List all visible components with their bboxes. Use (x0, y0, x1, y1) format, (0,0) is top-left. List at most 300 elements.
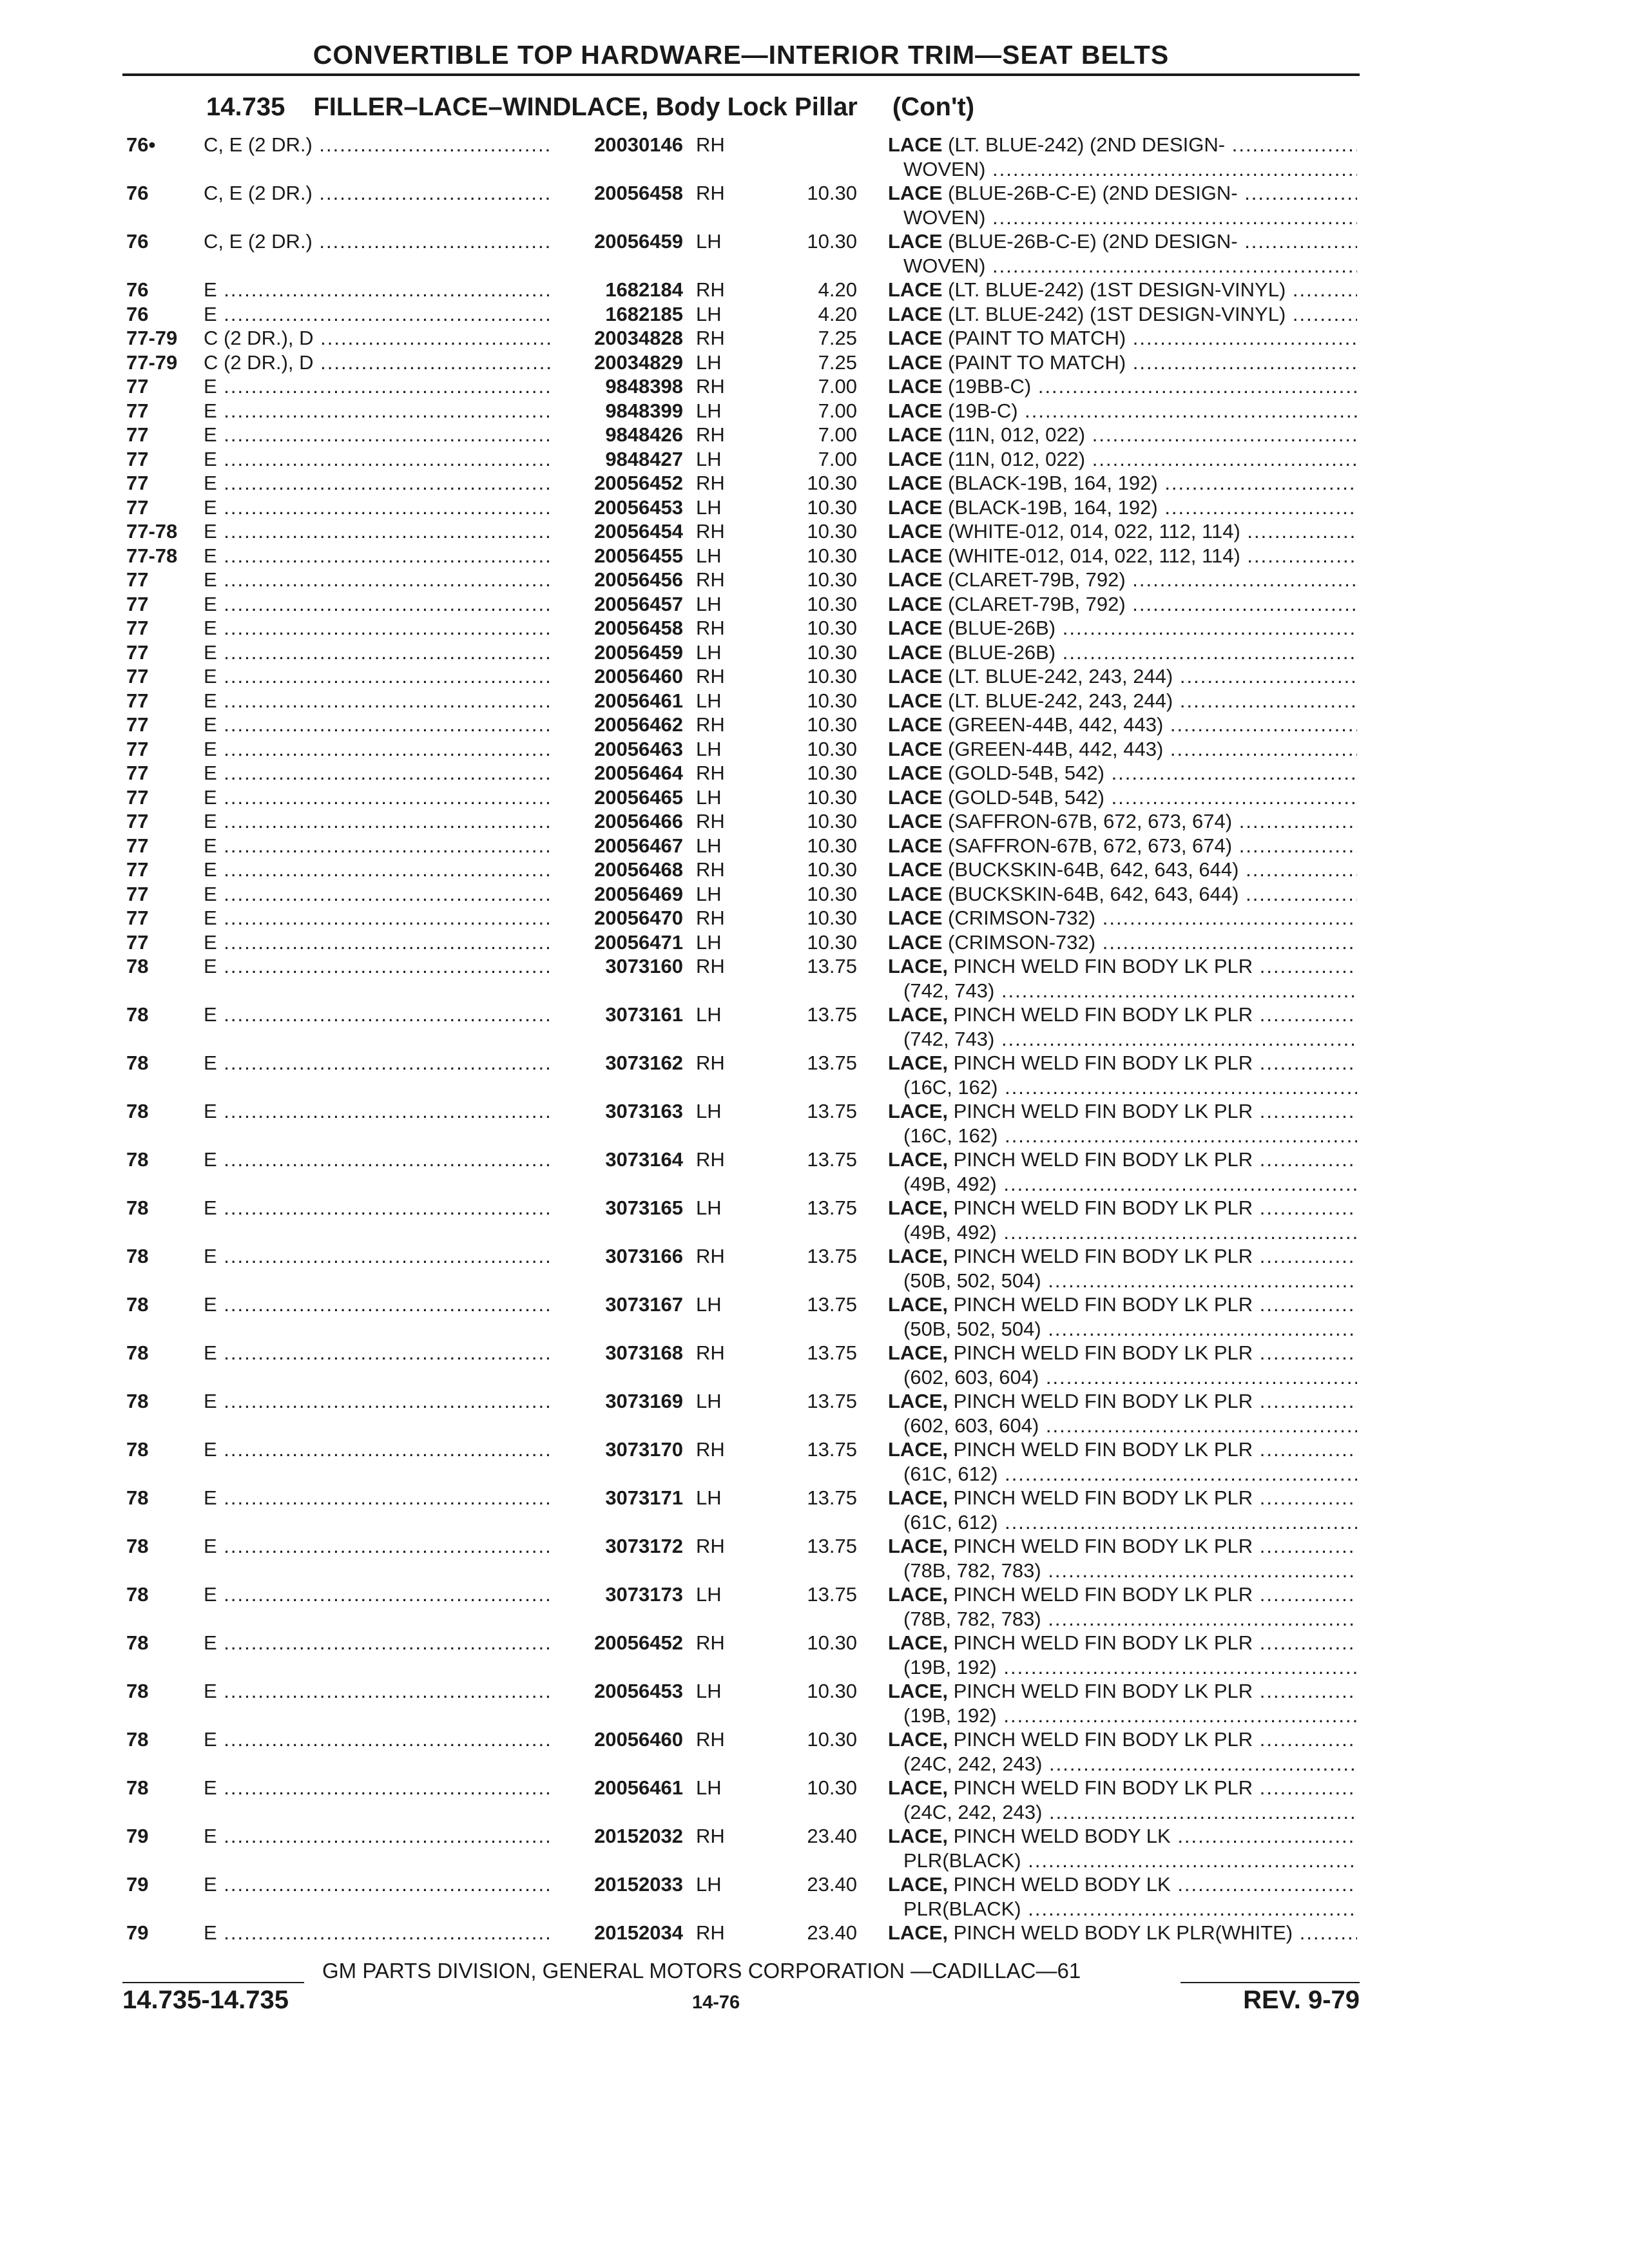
description-text: (BLACK-19B, 164, 192) (948, 495, 1158, 519)
side-code: RH (696, 1148, 725, 1171)
ref-number: 77 (126, 472, 149, 494)
list-price: 13.75 (807, 1196, 857, 1219)
description-continued: (24C, 242, 243) ..... (903, 1752, 1357, 1776)
list-price: 10.30 (807, 592, 857, 615)
ref-number: 78 (126, 1680, 149, 1702)
usage-codes: E ..... (204, 906, 552, 930)
part-number: 3073161 (605, 1003, 683, 1026)
usage-codes: E ..... (204, 1534, 552, 1559)
description-continued: (16C, 162) ..... (903, 1075, 1357, 1100)
description-continued: (19B, 192) ..... (903, 1704, 1357, 1728)
description (888, 592, 1357, 617)
side-code: RH (696, 1921, 725, 1944)
list-price: 10.30 (807, 858, 857, 881)
list-price: 13.75 (807, 1052, 857, 1074)
description (888, 471, 1357, 495)
item-keyword: LACE, (888, 1535, 948, 1557)
parts-list (0, 133, 1629, 1945)
list-price: 10.30 (807, 665, 857, 687)
part-number: 9848426 (605, 423, 683, 446)
table-row (0, 1679, 1629, 1727)
description (888, 1389, 1357, 1414)
item-keyword: LACE (888, 351, 943, 374)
ref-number: 77 (126, 737, 149, 760)
item-keyword: LACE (888, 640, 943, 664)
item-keyword: LACE (888, 495, 943, 519)
ref-number: 77 (126, 447, 149, 470)
footer-section-range: 14.735-14.735 (122, 1986, 289, 2014)
ref-number: 77 (126, 785, 149, 809)
table-row (0, 423, 1629, 447)
table-row (0, 302, 1629, 327)
usage-codes: E ..... (204, 592, 552, 617)
side-code: RH (696, 1535, 725, 1557)
description-text: PINCH WELD FIN BODY LK PLR (953, 1003, 1253, 1026)
usage-codes: E ..... (204, 1293, 552, 1317)
table-row (0, 1196, 1629, 1244)
usage-codes: E ..... (204, 689, 552, 713)
item-keyword: LACE, (888, 1583, 948, 1606)
ref-number: 78 (126, 1583, 149, 1606)
item-keyword: LACE (888, 665, 943, 687)
usage-codes: E ..... (204, 1099, 552, 1124)
description-text: (CLARET-79B, 792) (948, 568, 1126, 591)
table-row (0, 1148, 1629, 1196)
description-text: PINCH WELD FIN BODY LK PLR (953, 1390, 1253, 1412)
side-code: RH (696, 1728, 725, 1751)
description-continued: (78B, 782, 783) ..... (903, 1607, 1357, 1631)
list-price: 23.40 (807, 1921, 857, 1944)
ref-number: 77 (126, 882, 149, 905)
part-number: 20152032 (594, 1825, 683, 1847)
item-keyword: LACE, (888, 1196, 948, 1219)
description (888, 1293, 1357, 1317)
list-price: 10.30 (807, 568, 857, 591)
usage-codes: E ..... (204, 1196, 552, 1220)
part-number: 20056458 (594, 182, 683, 204)
usage-codes: E ..... (204, 1824, 552, 1849)
side-code: RH (696, 568, 725, 591)
table-row (0, 399, 1629, 423)
usage-codes: E ..... (204, 471, 552, 495)
part-number: 3073167 (605, 1293, 683, 1316)
description-text: (LT. BLUE-242) (1ST DESIGN-VINYL) (948, 302, 1286, 325)
table-row (0, 544, 1629, 568)
description-continued: (50B, 502, 504) ..... (903, 1317, 1357, 1341)
item-keyword: LACE, (888, 1341, 948, 1364)
part-number: 1682185 (605, 302, 683, 325)
ref-number: 78 (126, 955, 149, 977)
item-keyword: LACE (888, 785, 943, 809)
side-code: RH (696, 810, 725, 832)
ref-number: 77-79 (126, 327, 178, 349)
item-keyword: LACE, (888, 1293, 948, 1316)
table-row (0, 785, 1629, 810)
side-code: LH (696, 689, 722, 712)
item-keyword: LACE (888, 520, 943, 543)
ref-number: 77 (126, 568, 149, 591)
table-row (0, 495, 1629, 520)
side-code: LH (696, 1390, 722, 1412)
list-price: 10.30 (807, 1776, 857, 1799)
description (888, 519, 1357, 544)
item-keyword: LACE, (888, 1100, 948, 1122)
side-code: RH (696, 713, 725, 736)
side-code: LH (696, 1196, 722, 1219)
description-text: (CLARET-79B, 792) (948, 592, 1126, 615)
description (888, 809, 1357, 834)
usage-codes: E ..... (204, 882, 552, 907)
table-row (0, 1631, 1629, 1679)
description-continued: PLR(BLACK) ..... (903, 1897, 1357, 1921)
part-number: 3073170 (605, 1438, 683, 1461)
part-number: 20152034 (594, 1921, 683, 1944)
ref-number: 77 (126, 592, 149, 615)
part-number: 3073171 (605, 1486, 683, 1509)
ref-number: 77 (126, 495, 149, 519)
list-price: 7.00 (818, 399, 857, 422)
ref-number: 77-78 (126, 520, 178, 543)
usage-codes: E ..... (204, 785, 552, 810)
usage-codes: E ..... (204, 1341, 552, 1365)
description-text: (BUCKSKIN-64B, 642, 643, 644) (948, 858, 1239, 881)
side-code: RH (696, 327, 725, 349)
part-number: 3073173 (605, 1583, 683, 1606)
description-continued: (24C, 242, 243) ..... (903, 1800, 1357, 1825)
usage-codes: E ..... (204, 713, 552, 737)
list-price: 13.75 (807, 1535, 857, 1557)
ref-number: 76• (126, 133, 156, 156)
description-text: (LT. BLUE-242, 243, 244) (948, 665, 1173, 687)
part-number: 20056458 (594, 617, 683, 639)
table-row (0, 1727, 1629, 1776)
description (888, 906, 1357, 930)
item-keyword: LACE (888, 737, 943, 760)
table-row (0, 616, 1629, 640)
part-number: 20056460 (594, 665, 683, 687)
list-price: 23.40 (807, 1873, 857, 1896)
part-number: 20034829 (594, 351, 683, 374)
list-price: 7.00 (818, 423, 857, 446)
item-keyword: LACE (888, 182, 943, 204)
table-row (0, 1244, 1629, 1293)
part-number: 20056462 (594, 713, 683, 736)
ref-number: 78 (126, 1728, 149, 1751)
description-text: (BLUE-26B-C-E) (2ND DESIGN- (948, 182, 1238, 204)
description-continued: (742, 743) ..... (903, 1027, 1357, 1052)
table-row (0, 1921, 1629, 1945)
description (888, 664, 1357, 689)
usage-codes: E ..... (204, 1003, 552, 1027)
table-row (0, 834, 1629, 858)
ref-number: 78 (126, 1148, 149, 1171)
item-keyword: LACE (888, 133, 943, 156)
table-row (0, 1099, 1629, 1148)
side-code: LH (696, 230, 722, 253)
table-row (0, 374, 1629, 399)
usage-codes: C, E (2 DR.) ..... (204, 181, 552, 206)
side-code: LH (696, 302, 722, 325)
side-code: RH (696, 278, 725, 301)
side-code: LH (696, 882, 722, 905)
table-row (0, 1534, 1629, 1582)
usage-codes: E ..... (204, 278, 552, 302)
table-row (0, 133, 1629, 181)
description-text: (PAINT TO MATCH) (948, 351, 1126, 374)
item-keyword: LACE (888, 327, 943, 349)
description (888, 1341, 1357, 1365)
description (888, 1776, 1357, 1800)
description-text: (GOLD-54B, 542) (948, 762, 1104, 784)
table-row (0, 809, 1629, 834)
usage-codes: E ..... (204, 1631, 552, 1655)
description (888, 954, 1357, 979)
description (888, 1872, 1357, 1897)
side-code: LH (696, 785, 722, 809)
item-keyword: LACE (888, 544, 943, 567)
list-price: 7.00 (818, 375, 857, 398)
usage-codes: E ..... (204, 1244, 552, 1269)
side-code: LH (696, 1776, 722, 1799)
description (888, 1679, 1357, 1704)
part-number: 20056459 (594, 230, 683, 253)
table-row (0, 447, 1629, 472)
list-price: 13.75 (807, 1486, 857, 1509)
description-text: (CRIMSON-732) (948, 930, 1096, 954)
item-keyword: LACE, (888, 1873, 948, 1896)
part-number: 20056453 (594, 495, 683, 519)
list-price: 13.75 (807, 1438, 857, 1461)
list-price: 13.75 (807, 1148, 857, 1171)
usage-codes: E ..... (204, 664, 552, 689)
description-text: PINCH WELD FIN BODY LK PLR (953, 1728, 1253, 1751)
description-continued: PLR(BLACK) ..... (903, 1849, 1357, 1873)
description (888, 882, 1357, 907)
list-price: 13.75 (807, 955, 857, 977)
table-row (0, 858, 1629, 882)
item-keyword: LACE (888, 762, 943, 784)
item-keyword: LACE (888, 278, 943, 301)
ref-number: 76 (126, 230, 149, 253)
description-continued: (602, 603, 604) ..... (903, 1365, 1357, 1390)
description (888, 713, 1357, 737)
usage-codes: E ..... (204, 447, 552, 472)
list-price: 13.75 (807, 1245, 857, 1267)
description (888, 1727, 1357, 1752)
description (888, 761, 1357, 785)
usage-codes: E ..... (204, 1582, 552, 1607)
part-number: 9848398 (605, 375, 683, 398)
item-keyword: LACE, (888, 1438, 948, 1461)
table-row (0, 930, 1629, 955)
item-keyword: LACE (888, 447, 943, 470)
item-keyword: LACE, (888, 955, 948, 977)
description (888, 1051, 1357, 1075)
item-keyword: LACE (888, 930, 943, 954)
usage-codes: E ..... (204, 1051, 552, 1075)
ref-number: 78 (126, 1776, 149, 1799)
description (888, 1534, 1357, 1559)
table-row (0, 1776, 1629, 1824)
list-price: 10.30 (807, 1631, 857, 1654)
table-row (0, 954, 1629, 1003)
description-text: PINCH WELD FIN BODY LK PLR (953, 1631, 1253, 1654)
description-text: PINCH WELD FIN BODY LK PLR (953, 1100, 1253, 1122)
table-row (0, 737, 1629, 762)
part-number: 20056461 (594, 689, 683, 712)
table-row (0, 1486, 1629, 1534)
part-number: 20030146 (594, 133, 683, 156)
ref-number: 78 (126, 1486, 149, 1509)
usage-codes: E ..... (204, 544, 552, 568)
description-continued: (50B, 502, 504) ..... (903, 1269, 1357, 1293)
side-code: LH (696, 1583, 722, 1606)
item-keyword: LACE (888, 617, 943, 639)
description-continued: (61C, 612) ..... (903, 1510, 1357, 1535)
side-code: LH (696, 1100, 722, 1122)
footer-revision: REV. 9-79 (1243, 1986, 1360, 2014)
part-number: 20056460 (594, 1728, 683, 1751)
description-text: PINCH WELD FIN BODY LK PLR (953, 1245, 1253, 1267)
usage-codes: E ..... (204, 930, 552, 955)
description-text: PINCH WELD FIN BODY LK PLR (953, 1341, 1253, 1364)
part-number: 20056466 (594, 810, 683, 832)
part-number: 3073172 (605, 1535, 683, 1557)
side-code: LH (696, 592, 722, 615)
table-row (0, 351, 1629, 375)
description (888, 930, 1357, 955)
description-continued: (19B, 192) ..... (903, 1655, 1357, 1680)
side-code: RH (696, 133, 725, 156)
list-price: 10.30 (807, 472, 857, 494)
ref-number: 78 (126, 1100, 149, 1122)
list-price: 13.75 (807, 1100, 857, 1122)
list-price: 10.30 (807, 230, 857, 253)
usage-codes: E ..... (204, 374, 552, 399)
usage-codes: C, E (2 DR.) ..... (204, 133, 552, 157)
description (888, 1244, 1357, 1269)
item-keyword: LACE (888, 399, 943, 422)
part-number: 20056469 (594, 882, 683, 905)
table-row (0, 1341, 1629, 1389)
ref-number: 78 (126, 1535, 149, 1557)
part-number: 20056452 (594, 472, 683, 494)
table-row (0, 568, 1629, 592)
description-text: PINCH WELD FIN BODY LK PLR (953, 955, 1253, 977)
description-continued: (602, 603, 604) ..... (903, 1414, 1357, 1438)
side-code: LH (696, 1680, 722, 1702)
ref-number: 78 (126, 1341, 149, 1364)
list-price: 10.30 (807, 1680, 857, 1702)
part-number: 20152033 (594, 1873, 683, 1896)
description-text: (WHITE-012, 014, 022, 112, 114) (948, 520, 1240, 543)
usage-codes: E ..... (204, 519, 552, 544)
table-row (0, 1872, 1629, 1921)
table-row (0, 181, 1629, 229)
list-price: 7.25 (818, 327, 857, 349)
description (888, 181, 1357, 206)
part-number: 20056455 (594, 544, 683, 567)
side-code: RH (696, 1631, 725, 1654)
description-text: PINCH WELD FIN BODY LK PLR (953, 1148, 1253, 1171)
table-row (0, 1051, 1629, 1099)
side-code: LH (696, 834, 722, 857)
list-price: 10.30 (807, 640, 857, 664)
item-keyword: LACE (888, 810, 943, 832)
list-price: 13.75 (807, 1390, 857, 1412)
usage-codes: E ..... (204, 1389, 552, 1414)
description-text: (GOLD-54B, 542) (948, 785, 1104, 809)
item-keyword: LACE (888, 907, 943, 929)
description-continued: WOVEN) ..... (903, 157, 1357, 182)
description (888, 1003, 1357, 1027)
description (888, 423, 1357, 447)
side-code: LH (696, 1293, 722, 1316)
part-number: 20056470 (594, 907, 683, 929)
usage-codes: E ..... (204, 1921, 552, 1945)
page-title: CONVERTIBLE TOP HARDWARE—INTERIOR TRIM—SEAT BELTS (313, 40, 1170, 70)
side-code: RH (696, 1052, 725, 1074)
part-number: 20056459 (594, 640, 683, 664)
description-continued: WOVEN) ..... (903, 254, 1357, 278)
part-number: 3073163 (605, 1100, 683, 1122)
list-price: 10.30 (807, 713, 857, 736)
ref-number: 77 (126, 713, 149, 736)
table-row (0, 1293, 1629, 1341)
description-text: (BLUE-26B) (948, 640, 1056, 664)
item-keyword: LACE (888, 302, 943, 325)
usage-codes: E ..... (204, 737, 552, 762)
ref-number: 77 (126, 617, 149, 639)
side-code: RH (696, 182, 725, 204)
description-text: (LT. BLUE-242) (1ST DESIGN-VINYL) (948, 278, 1286, 301)
usage-codes: E ..... (204, 1148, 552, 1172)
table-row (0, 1582, 1629, 1631)
side-code: LH (696, 640, 722, 664)
side-code: LH (696, 399, 722, 422)
description (888, 495, 1357, 520)
item-keyword: LACE, (888, 1921, 948, 1944)
part-number: 3073164 (605, 1148, 683, 1171)
section-continued: (Con't) (892, 93, 975, 121)
item-keyword: LACE (888, 375, 943, 398)
ref-number: 77 (126, 834, 149, 857)
item-keyword: LACE (888, 568, 943, 591)
ref-number: 78 (126, 1390, 149, 1412)
part-number: 20056452 (594, 1631, 683, 1654)
side-code: RH (696, 520, 725, 543)
side-code: RH (696, 423, 725, 446)
table-row (0, 519, 1629, 544)
item-keyword: LACE (888, 858, 943, 881)
description (888, 544, 1357, 568)
side-code: LH (696, 930, 722, 954)
usage-codes: E ..... (204, 568, 552, 592)
usage-codes: E ..... (204, 809, 552, 834)
item-keyword: LACE (888, 882, 943, 905)
side-code: RH (696, 375, 725, 398)
ref-number: 77 (126, 375, 149, 398)
ref-number: 78 (126, 1293, 149, 1316)
description-text: PINCH WELD BODY LK (953, 1825, 1171, 1847)
side-code: RH (696, 955, 725, 977)
ref-number: 77 (126, 423, 149, 446)
description-text: PINCH WELD BODY LK (953, 1873, 1171, 1896)
description (888, 229, 1357, 254)
side-code: RH (696, 1341, 725, 1364)
part-number: 20056471 (594, 930, 683, 954)
table-row (0, 1003, 1629, 1051)
